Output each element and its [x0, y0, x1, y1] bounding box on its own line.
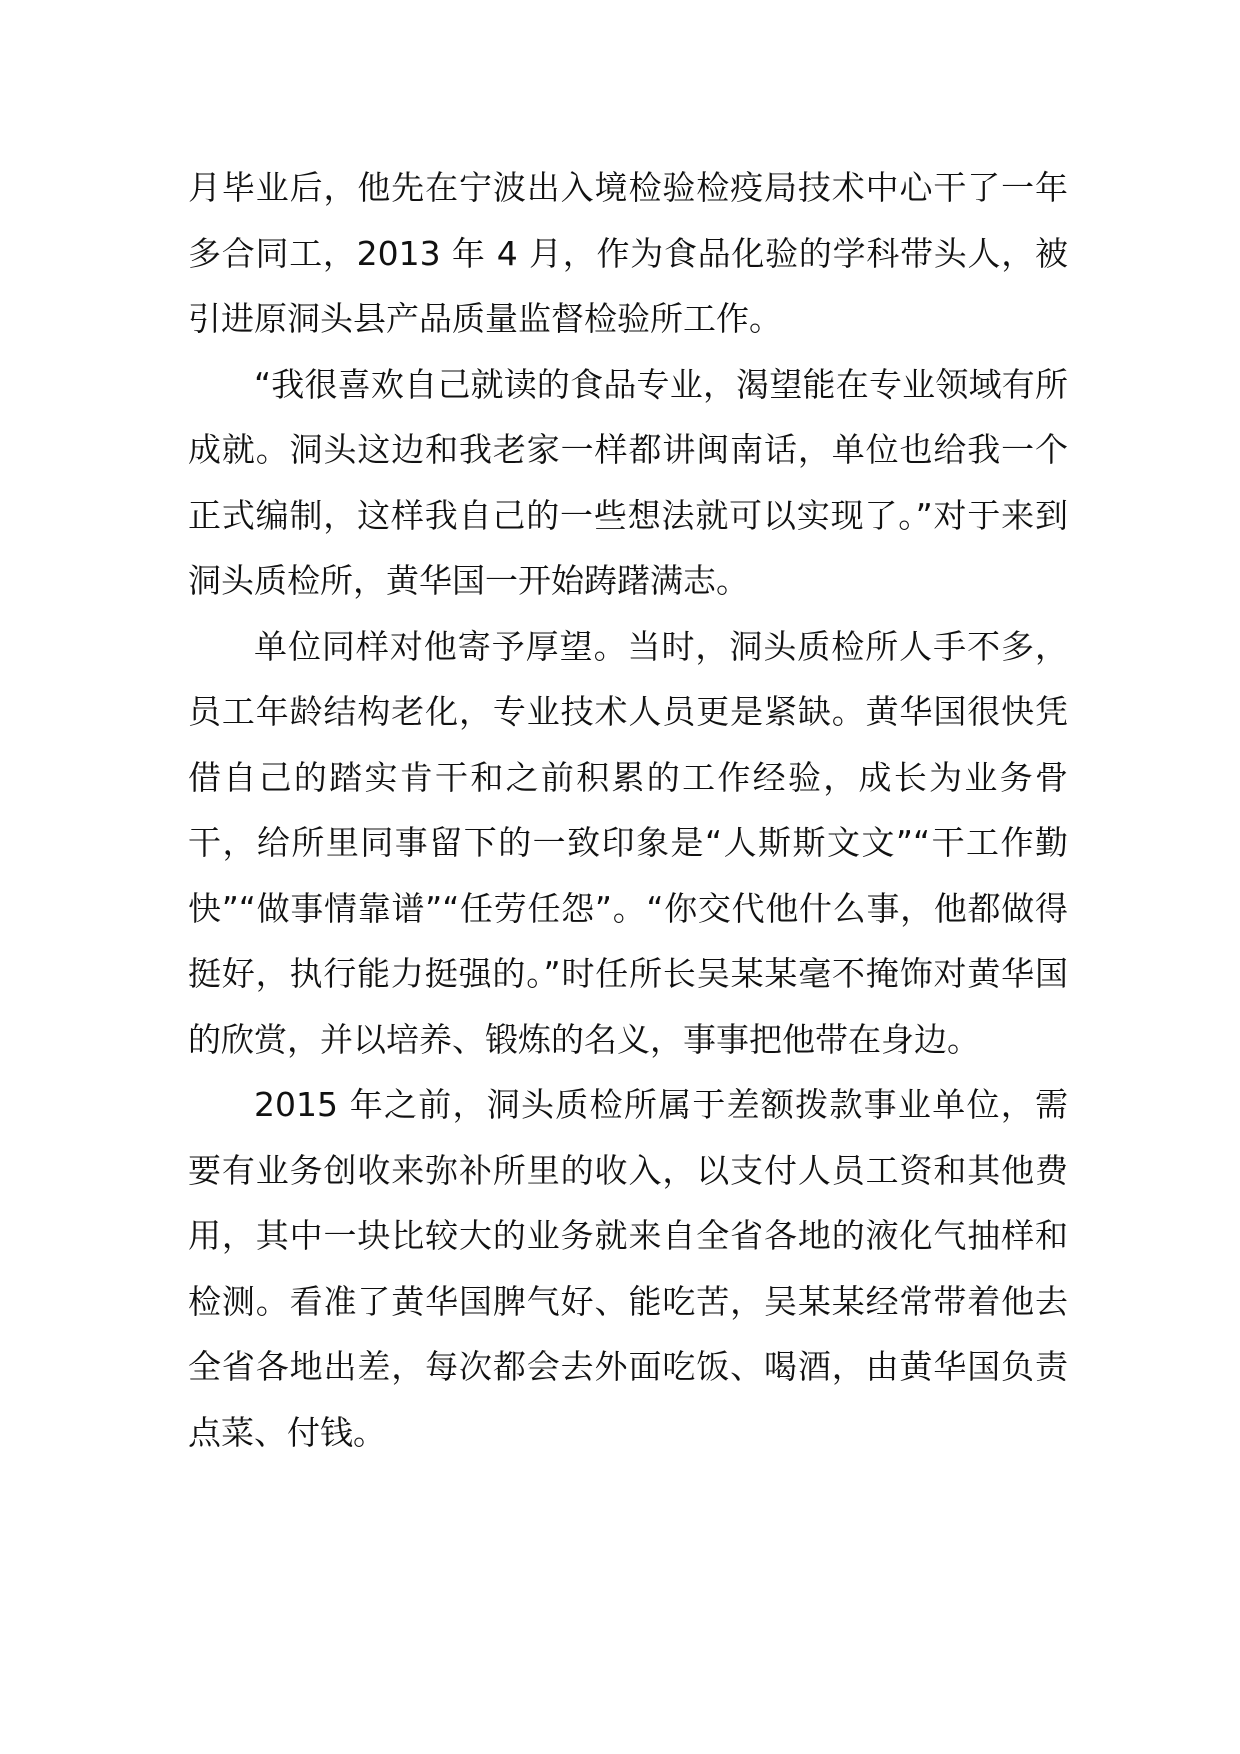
paragraph-4: 2015 年之前，洞头质检所属于差额拨款事业单位，需要有业务创收来弥补所里的收入，以支付人员工资和其他费用，其中一块比较大的业务就来自全省各地的液化气抽样和检测。看准了黄华国脾气好、能吃苦，吴某某经常带着他去全省各地出差，每次都会去外面吃饭、喝酒，由黄华国负责点菜、付钱。	[188, 1085, 1068, 1452]
paragraph-2: “我很喜欢自己就读的食品专业，渴望能在专业领域有所成就。洞头这边和我老家一样都讲闽南话，单位也给我一个正式编制，这样我自己的一些想法就可以实现了。”对于来到洞头质检所，黄华国一开始踌躇满志。	[188, 364, 1068, 600]
paragraph-3: 单位同样对他寄予厚望。当时，洞头质检所人手不多，员工年龄结构老化，专业技术人员更是紧缺。黄华国很快凭借自己的踏实肯干和之前积累的工作经验，成长为业务骨干，给所里同事留下的一致印象是“人斯斯文文”“干工作勤快”“做事情靠谱”“任劳任怨”。“你交代他什么事，他都做得挺好，执行能力挺强的。”时任所长吴某某毫不掩饰对黄华国的欣赏，并以培养、锻炼的名义，事事把他带在身边。	[188, 626, 1068, 1059]
paragraph-1: 月毕业后，他先在宁波出入境检验检疫局技术中心干了一年多合同工，2013 年 4 月，作为食品化验的学科带头人，被引进原洞头县产品质量监督检验所工作。	[188, 168, 1068, 338]
document-body	[188, 155, 1068, 1465]
